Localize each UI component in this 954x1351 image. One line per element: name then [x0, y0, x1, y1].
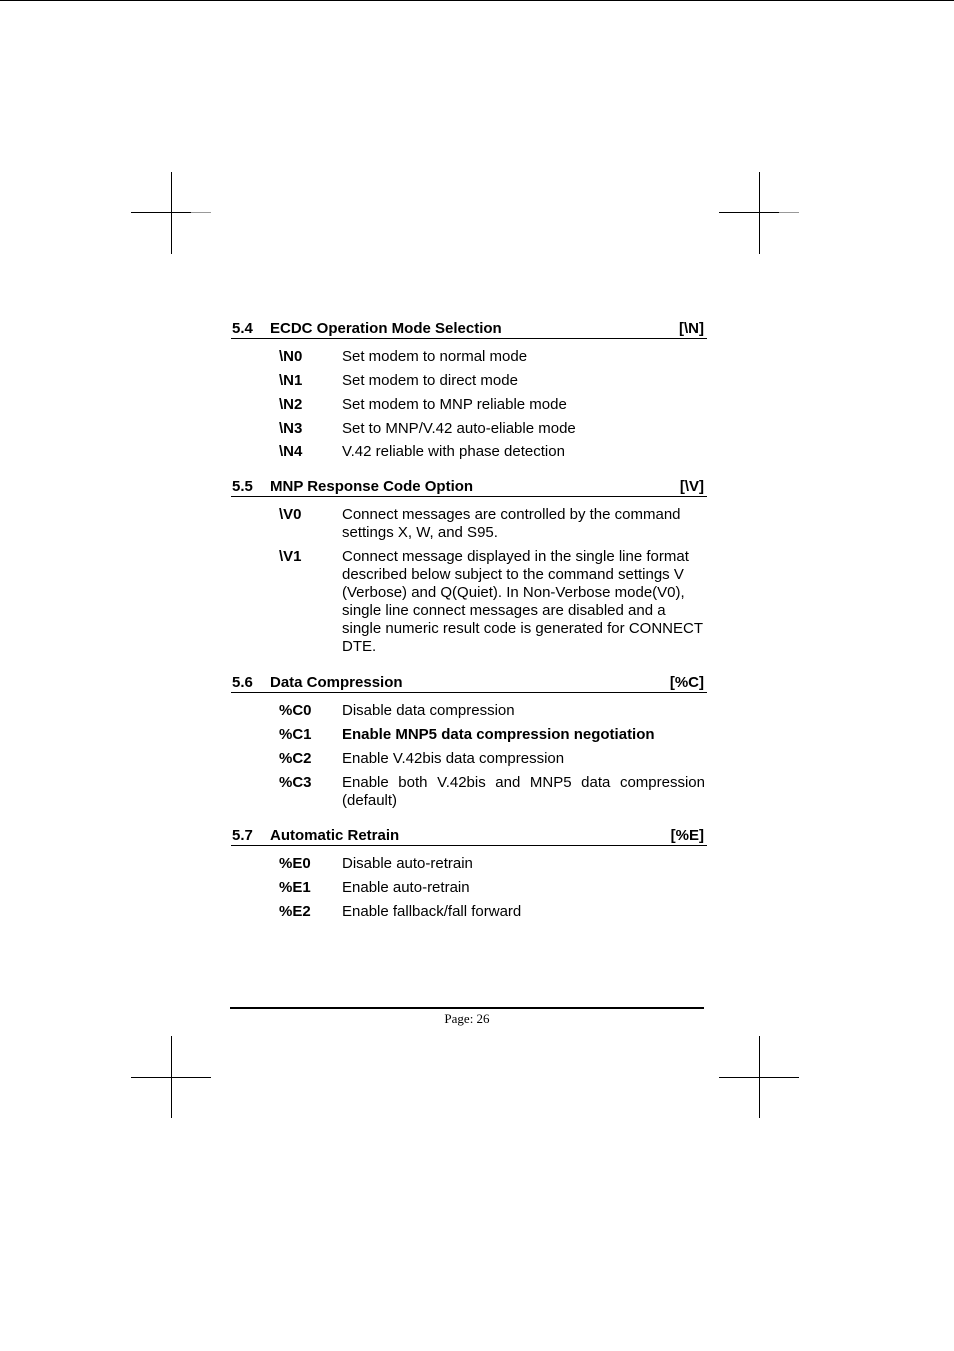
crop-mark-bottom-left-horizontal: [131, 1077, 211, 1078]
command-code: %C3: [279, 774, 312, 791]
command-code: %E1: [279, 879, 311, 896]
command-code: \N4: [279, 443, 303, 460]
command-description: Disable auto-retrain: [342, 855, 473, 872]
command-description: Enable fallback/fall forward: [342, 903, 522, 920]
section-command-code: [%C]: [669, 674, 704, 691]
section-heading-5-7: [231, 827, 707, 846]
command-code: \V0: [279, 506, 302, 523]
section-heading-5-4: [231, 320, 707, 339]
command-description: Enable both V.42bis and MNP5 data compression (default): [342, 774, 705, 809]
crop-mark-top-left-vertical: [171, 172, 172, 254]
crop-mark-top-right-vertical: [759, 172, 760, 254]
section-number: 5.6: [232, 674, 253, 691]
command-description: Set modem to normal mode: [342, 348, 528, 365]
page-number: Page: 26: [444, 1011, 490, 1026]
section-title: ECDC Operation Mode Selection: [270, 320, 502, 337]
command-code: \N1: [279, 372, 303, 389]
command-code: \N2: [279, 396, 303, 413]
command-description: Enable MNP5 data compression negotiation: [342, 726, 655, 743]
section-command-code: [\N]: [679, 320, 704, 337]
section-number: 5.4: [232, 320, 253, 337]
command-code: \N0: [279, 348, 303, 365]
footer-rule: [230, 1007, 704, 1009]
command-description: Set modem to MNP reliable mode: [342, 396, 567, 413]
command-code: %E2: [279, 903, 311, 920]
command-description: V.42 reliable with phase detection: [342, 443, 565, 460]
command-description: Set to MNP/V.42 auto-eliable mode: [342, 420, 576, 437]
command-description: Disable data compression: [342, 702, 515, 719]
crop-mark-top-right-horizontal-faint: [779, 212, 799, 213]
crop-mark-bottom-right-horizontal: [719, 1077, 799, 1078]
command-code: \N3: [279, 420, 303, 437]
crop-mark-top-left-horizontal: [131, 212, 191, 213]
command-code: %C0: [279, 702, 312, 719]
crop-mark-top-left-horizontal-faint: [191, 212, 211, 213]
section-number: 5.7: [232, 827, 253, 844]
section-number: 5.5: [232, 478, 253, 495]
crop-mark-top-right-horizontal: [719, 212, 779, 213]
command-code: %E0: [279, 855, 311, 872]
command-code: \V1: [279, 548, 302, 565]
section-title: MNP Response Code Option: [270, 478, 474, 495]
command-description: Connect message displayed in the single line format described below subject to the command settings V (Verbose) and Q(Quiet). In Non-Verbose mode(V0), single line connect messages are disabled and a single numeric result code is generated for CONNECT DTE.: [342, 548, 703, 655]
section-title: Automatic Retrain: [270, 827, 400, 844]
section-heading-5-6: [231, 674, 707, 693]
command-description: Connect messages are controlled by the command settings X, W, and S95.: [342, 506, 681, 541]
section-title: Data Compression: [270, 674, 403, 691]
command-description: Set modem to direct mode: [342, 372, 518, 389]
command-code: %C2: [279, 750, 312, 767]
command-code: %C1: [279, 726, 312, 743]
section-command-code: [\V]: [679, 478, 704, 495]
command-description: Enable auto-retrain: [342, 879, 470, 896]
section-command-code: [%E]: [670, 827, 704, 844]
top-border-line: [0, 0, 954, 1]
section-heading-5-5: [231, 478, 707, 497]
command-description: Enable V.42bis data compression: [342, 750, 565, 767]
